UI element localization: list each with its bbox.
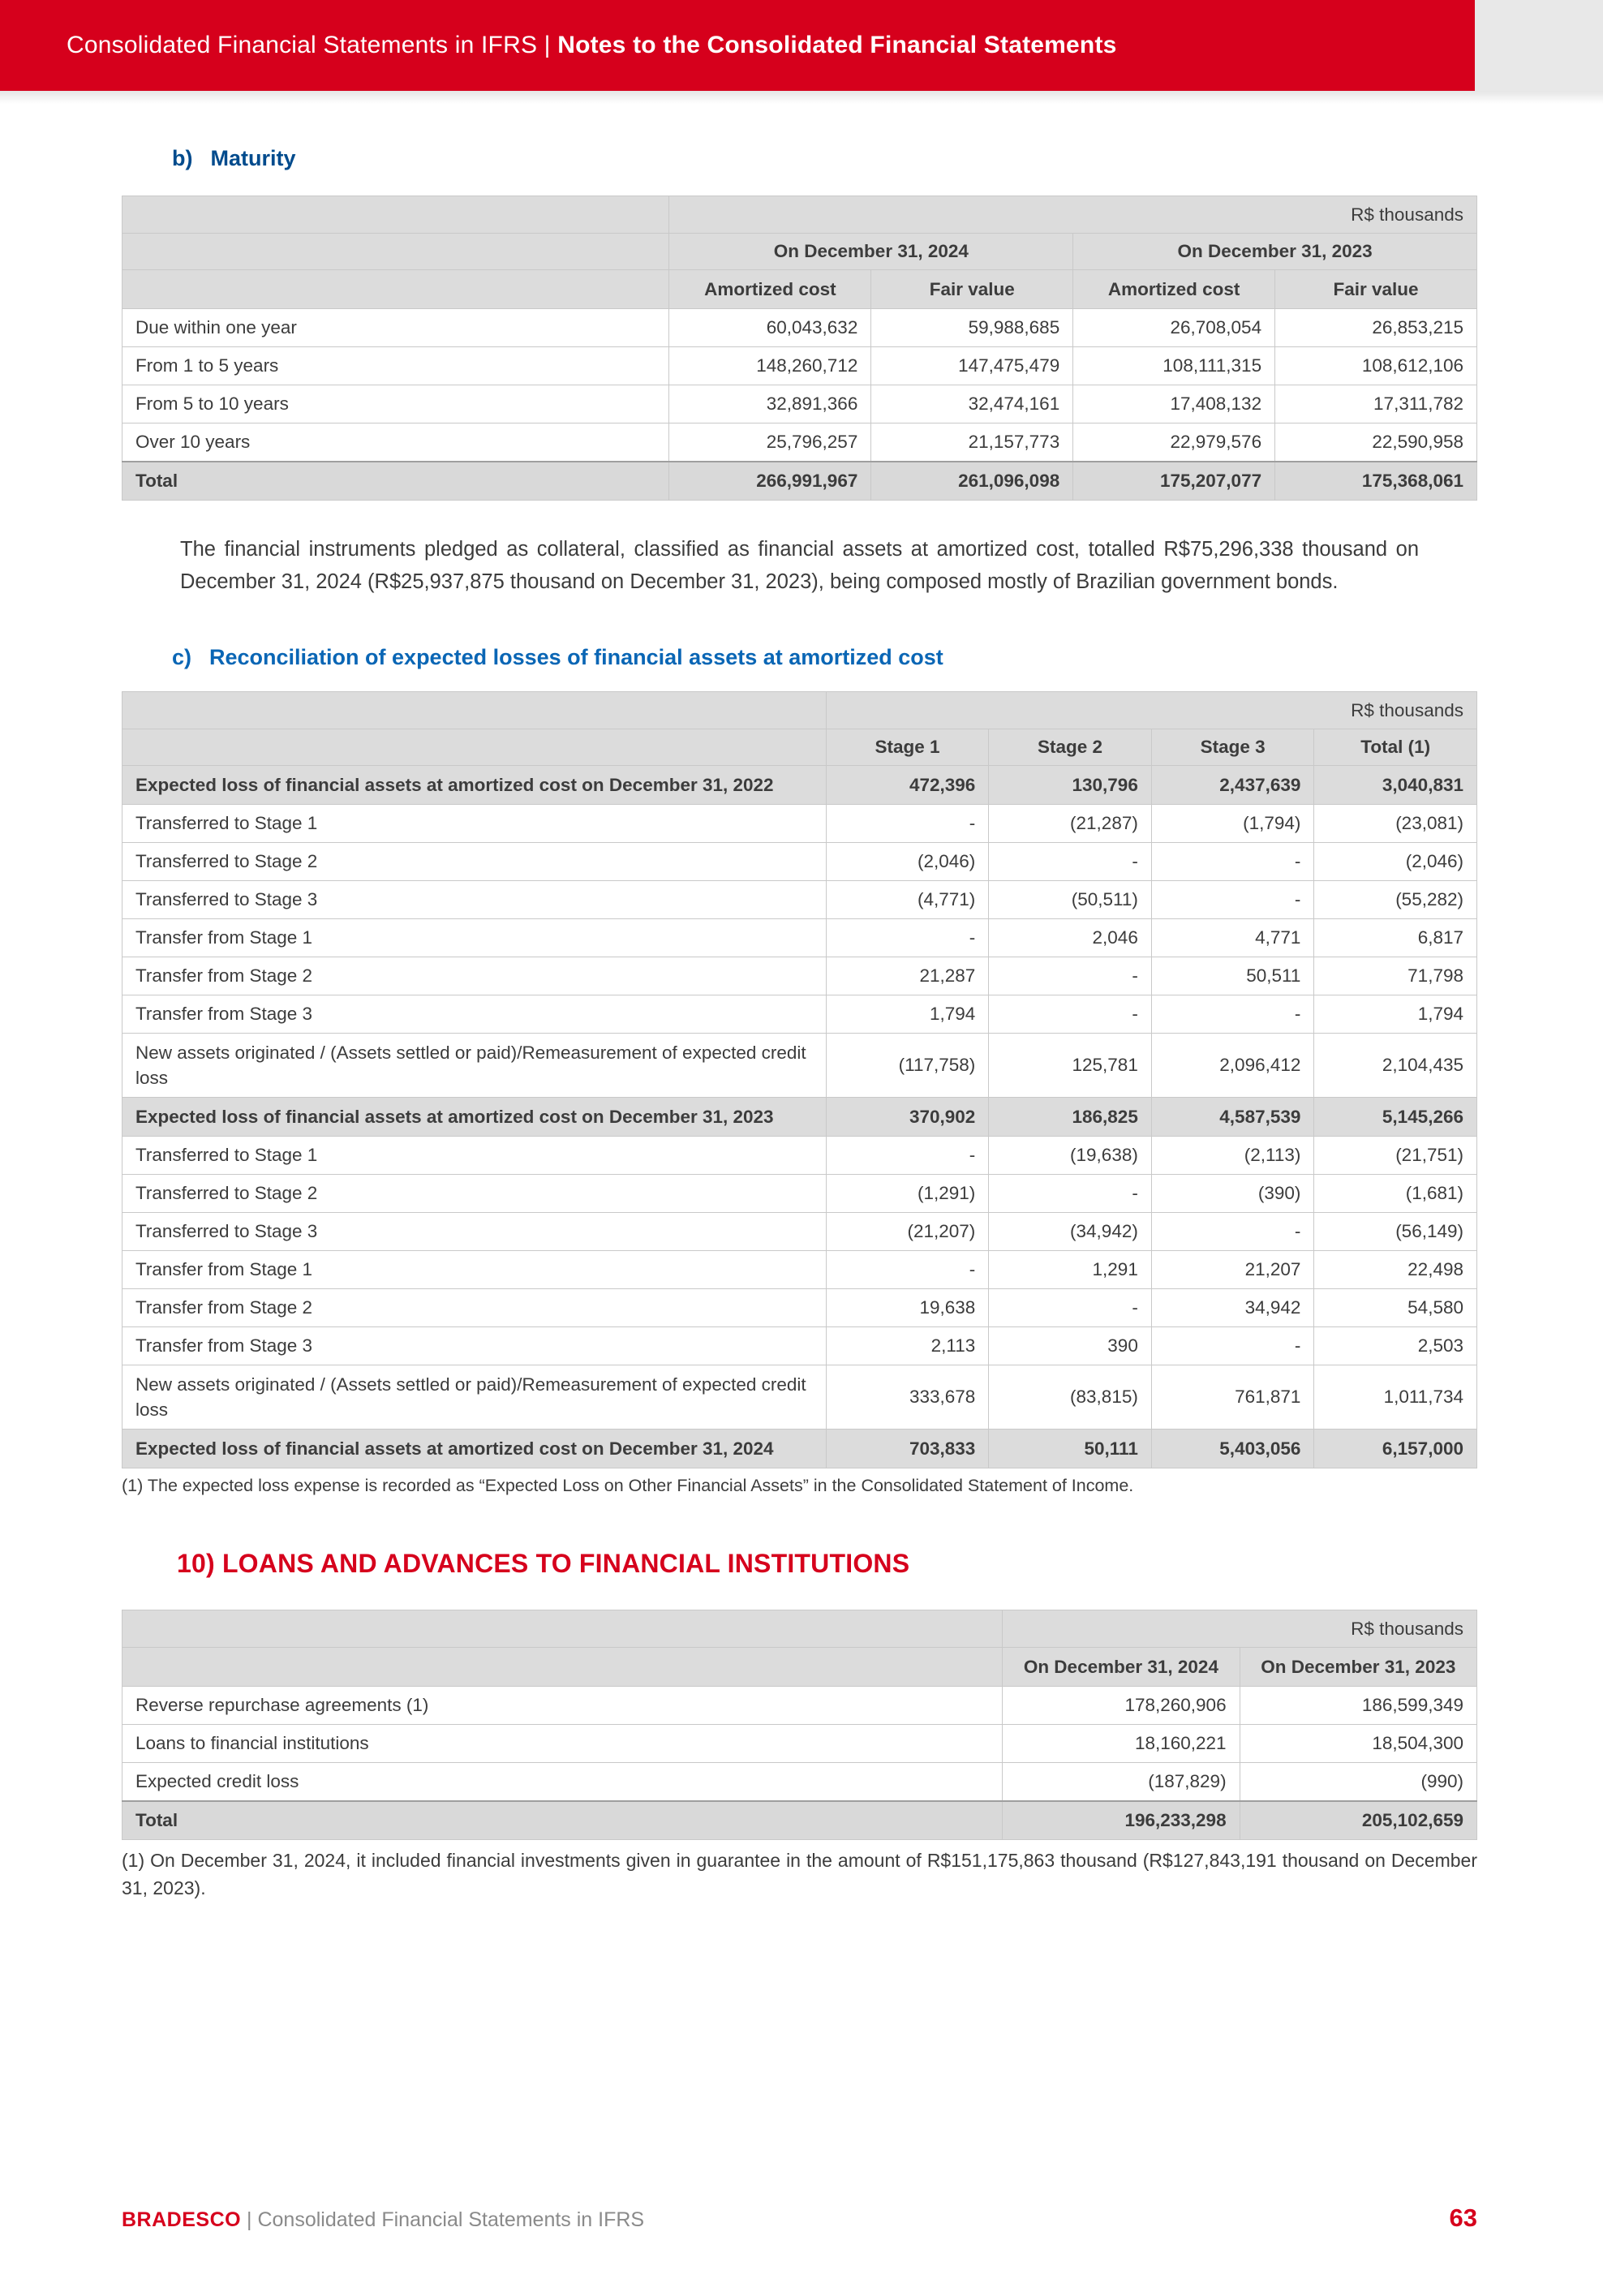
maturity-corner-cell [122, 196, 669, 234]
maturity-row-label-3: Over 10 years [122, 424, 669, 462]
reconciliation-cell-12-0: - [826, 1251, 989, 1289]
reconciliation-cell-12-2: 21,207 [1151, 1251, 1314, 1289]
reconciliation-cell-12-1: 1,291 [989, 1251, 1152, 1289]
table-row [122, 347, 1477, 385]
reconciliation-cell-6-1: - [989, 995, 1152, 1034]
table-row [122, 1137, 1477, 1175]
maturity-cell-3-0: 25,796,257 [669, 424, 871, 462]
table-row [122, 1610, 1477, 1648]
page-number: 63 [1449, 2204, 1477, 2232]
maturity-corner-cell-3 [122, 270, 669, 309]
table-row [122, 234, 1477, 270]
reconciliation-cell-4-3: 6,817 [1314, 919, 1477, 957]
loans-table [122, 1610, 1477, 1840]
loans-cell-1-1: 18,504,300 [1240, 1725, 1476, 1763]
maturity-total-2: 175,207,077 [1073, 462, 1275, 501]
reconciliation-cell-11-2: - [1151, 1213, 1314, 1251]
table-row [122, 995, 1477, 1034]
reconciliation-cell-14-1: 390 [989, 1327, 1152, 1365]
reconciliation-cell-11-0: (21,207) [826, 1213, 989, 1251]
reconciliation-cell-16-3: 6,157,000 [1314, 1430, 1477, 1468]
section-c-title: Reconciliation of expected losses of financial assets at amortized cost [209, 645, 943, 669]
table-row [122, 843, 1477, 881]
maturity-total-0: 266,991,967 [669, 462, 871, 501]
header-title-prefix: Consolidated Financial Statements in IFRS | [67, 32, 558, 58]
footer-label: Consolidated Financial Statements in IFRS [257, 2208, 645, 2231]
table-row [122, 729, 1477, 766]
reconciliation-cell-5-0: 21,287 [826, 957, 989, 995]
table-row [122, 385, 1477, 424]
table-row [122, 1213, 1477, 1251]
loans-corner-cell-2 [122, 1648, 1003, 1687]
reconciliation-cell-5-1: - [989, 957, 1152, 995]
reconciliation-cell-6-2: - [1151, 995, 1314, 1034]
table-row [122, 1327, 1477, 1365]
reconciliation-cell-0-3: 3,040,831 [1314, 766, 1477, 805]
reconciliation-row-label-1: Transferred to Stage 1 [122, 805, 827, 843]
reconciliation-cell-0-0: 472,396 [826, 766, 989, 805]
reconciliation-row-label-6: Transfer from Stage 3 [122, 995, 827, 1034]
reconciliation-cell-15-0: 333,678 [826, 1365, 989, 1430]
reconciliation-cell-15-2: 761,871 [1151, 1365, 1314, 1430]
reconciliation-cell-13-3: 54,580 [1314, 1289, 1477, 1327]
maturity-cell-2-1: 32,474,161 [871, 385, 1073, 424]
maturity-cell-3-3: 22,590,958 [1275, 424, 1477, 462]
page-footer [0, 2204, 1603, 2233]
table-row [122, 1725, 1477, 1763]
loans-cell-1-0: 18,160,221 [1003, 1725, 1240, 1763]
reconciliation-cell-11-3: (56,149) [1314, 1213, 1477, 1251]
reconciliation-cell-15-1: (83,815) [989, 1365, 1152, 1430]
reconciliation-cell-8-0: 370,902 [826, 1098, 989, 1137]
section-b-marker: b) [172, 146, 193, 170]
collateral-paragraph: The financial instruments pledged as collateral, classified as financial assets at amortized cost, totalled R$75,296,338 thousand on December 31, 2024 (R$25,937,875 thousand on December 31, 2023), being composed mostly of Brazilian government bonds. [180, 538, 1419, 593]
maturity-corner-cell-2 [122, 234, 669, 270]
reconciliation-cell-4-0: - [826, 919, 989, 957]
maturity-cell-0-0: 60,043,632 [669, 309, 871, 347]
maturity-cell-0-2: 26,708,054 [1073, 309, 1275, 347]
reconciliation-cell-13-0: 19,638 [826, 1289, 989, 1327]
maturity-subheader-2: Amortized cost [1073, 270, 1275, 309]
table-row [122, 805, 1477, 843]
reconciliation-cell-16-0: 703,833 [826, 1430, 989, 1468]
reconciliation-cell-14-0: 2,113 [826, 1327, 989, 1365]
section-10-heading: 10) LOANS AND ADVANCES TO FINANCIAL INSTITUTIONS [177, 1549, 910, 1578]
reconciliation-cell-6-3: 1,794 [1314, 995, 1477, 1034]
loans-cell-0-1: 186,599,349 [1240, 1687, 1476, 1725]
reconciliation-cell-7-3: 2,104,435 [1314, 1034, 1477, 1098]
reconciliation-cell-3-2: - [1151, 881, 1314, 919]
table-row [122, 1365, 1477, 1430]
maturity-total-3: 175,368,061 [1275, 462, 1477, 501]
reconciliation-cell-3-1: (50,511) [989, 881, 1152, 919]
reconciliation-cell-8-3: 5,145,266 [1314, 1098, 1477, 1137]
table-row [122, 1098, 1477, 1137]
table-row [122, 692, 1477, 729]
reconciliation-row-label-2: Transferred to Stage 2 [122, 843, 827, 881]
reconciliation-cell-15-3: 1,011,734 [1314, 1365, 1477, 1430]
reconciliation-footnote: (1) The expected loss expense is recorded as “Expected Loss on Other Financial Assets” in the Consolidated Statement of Income. [122, 1476, 1134, 1495]
reconciliation-cell-4-2: 4,771 [1151, 919, 1314, 957]
reconciliation-cell-9-0: - [826, 1137, 989, 1175]
header-shadow [0, 91, 1603, 104]
maturity-cell-2-3: 17,311,782 [1275, 385, 1477, 424]
loans-cell-2-1: (990) [1240, 1763, 1476, 1802]
reconciliation-cell-1-1: (21,287) [989, 805, 1152, 843]
loans-row-label-0: Reverse repurchase agreements (1) [122, 1687, 1003, 1725]
table-row [122, 1763, 1477, 1802]
reconciliation-row-label-10: Transferred to Stage 2 [122, 1175, 827, 1213]
reconciliation-cell-8-1: 186,825 [989, 1098, 1152, 1137]
footer-text-group [122, 2208, 644, 2232]
reconciliation-cell-1-2: (1,794) [1151, 805, 1314, 843]
reconciliation-row-label-9: Transferred to Stage 1 [122, 1137, 827, 1175]
maturity-row-label-1: From 1 to 5 years [122, 347, 669, 385]
table-row [122, 270, 1477, 309]
loans-row-label-2: Expected credit loss [122, 1763, 1003, 1802]
loans-total-1: 205,102,659 [1240, 1801, 1476, 1840]
loans-header-2023: On December 31, 2023 [1240, 1648, 1476, 1687]
table-row [122, 1289, 1477, 1327]
section-c-heading [122, 645, 1477, 670]
reconciliation-cell-16-1: 50,111 [989, 1430, 1152, 1468]
reconciliation-table [122, 691, 1477, 1468]
maturity-total-label: Total [122, 462, 669, 501]
footer-separator: | [241, 2208, 258, 2231]
table-row-total [122, 1801, 1477, 1840]
reconciliation-cell-9-1: (19,638) [989, 1137, 1152, 1175]
reconciliation-corner-cell [122, 692, 827, 729]
reconciliation-header-1: Stage 2 [989, 729, 1152, 766]
table-row [122, 881, 1477, 919]
maturity-table-wrapper [122, 196, 1477, 501]
reconciliation-row-label-12: Transfer from Stage 1 [122, 1251, 827, 1289]
reconciliation-cell-1-0: - [826, 805, 989, 843]
table-row [122, 196, 1477, 234]
loans-corner-cell [122, 1610, 1003, 1648]
reconciliation-cell-13-1: - [989, 1289, 1152, 1327]
reconciliation-header-2: Stage 3 [1151, 729, 1314, 766]
reconciliation-header-3: Total (1) [1314, 729, 1477, 766]
reconciliation-cell-9-3: (21,751) [1314, 1137, 1477, 1175]
reconciliation-cell-1-3: (23,081) [1314, 805, 1477, 843]
maturity-cell-2-2: 17,408,132 [1073, 385, 1275, 424]
reconciliation-header-0: Stage 1 [826, 729, 989, 766]
maturity-cell-3-2: 22,979,576 [1073, 424, 1275, 462]
reconciliation-cell-5-3: 71,798 [1314, 957, 1477, 995]
loans-total-0: 196,233,298 [1003, 1801, 1240, 1840]
table-row [122, 957, 1477, 995]
maturity-row-label-0: Due within one year [122, 309, 669, 347]
reconciliation-table-wrapper [122, 691, 1477, 1498]
reconciliation-cell-14-3: 2,503 [1314, 1327, 1477, 1365]
reconciliation-row-label-8: Expected loss of financial assets at amortized cost on December 31, 2023 [122, 1098, 827, 1137]
reconciliation-row-label-4: Transfer from Stage 1 [122, 919, 827, 957]
maturity-unit: R$ thousands [669, 196, 1477, 234]
reconciliation-cell-10-0: (1,291) [826, 1175, 989, 1213]
reconciliation-cell-7-0: (117,758) [826, 1034, 989, 1098]
maturity-subheader-3: Fair value [1275, 270, 1477, 309]
reconciliation-cell-5-2: 50,511 [1151, 957, 1314, 995]
maturity-total-1: 261,096,098 [871, 462, 1073, 501]
reconciliation-cell-14-2: - [1151, 1327, 1314, 1365]
maturity-cell-3-1: 21,157,773 [871, 424, 1073, 462]
reconciliation-cell-7-2: 2,096,412 [1151, 1034, 1314, 1098]
footer-brand: BRADESCO [122, 2208, 242, 2231]
reconciliation-cell-10-3: (1,681) [1314, 1175, 1477, 1213]
table-row [122, 1648, 1477, 1687]
maturity-row-label-2: From 5 to 10 years [122, 385, 669, 424]
section-c-marker: c) [172, 645, 192, 669]
maturity-subheader-0: Amortized cost [669, 270, 871, 309]
loans-unit: R$ thousands [1003, 1610, 1477, 1648]
reconciliation-cell-2-0: (2,046) [826, 843, 989, 881]
reconciliation-unit: R$ thousands [826, 692, 1476, 729]
table-row [122, 1687, 1477, 1725]
table-row [122, 1034, 1477, 1098]
reconciliation-cell-8-2: 4,587,539 [1151, 1098, 1314, 1137]
reconciliation-cell-13-2: 34,942 [1151, 1289, 1314, 1327]
table-row [122, 1430, 1477, 1468]
reconciliation-cell-10-1: - [989, 1175, 1152, 1213]
table-row [122, 1175, 1477, 1213]
table-row [122, 919, 1477, 957]
maturity-cell-1-2: 108,111,315 [1073, 347, 1275, 385]
reconciliation-row-label-15: New assets originated / (Assets settled or paid)/Remeasurement of expected credit loss [122, 1365, 827, 1430]
maturity-cell-0-3: 26,853,215 [1275, 309, 1477, 347]
loans-footnote: (1) On December 31, 2024, it included financial investments given in guarantee in the amount of R$151,175,863 thousand (R$127,843,191 thousand on December 31, 2023). [122, 1850, 1477, 1898]
table-row [122, 766, 1477, 805]
maturity-cell-0-1: 59,988,685 [871, 309, 1073, 347]
maturity-group-header-2023: On December 31, 2023 [1073, 234, 1477, 270]
loans-cell-2-0: (187,829) [1003, 1763, 1240, 1802]
table-row [122, 309, 1477, 347]
maturity-group-header-2024: On December 31, 2024 [669, 234, 1073, 270]
table-row [122, 424, 1477, 462]
reconciliation-cell-0-1: 130,796 [989, 766, 1152, 805]
reconciliation-row-label-16: Expected loss of financial assets at amortized cost on December 31, 2024 [122, 1430, 827, 1468]
header-title-bold: Notes to the Consolidated Financial Statements [557, 32, 1117, 58]
maturity-cell-1-1: 147,475,479 [871, 347, 1073, 385]
reconciliation-cell-4-1: 2,046 [989, 919, 1152, 957]
reconciliation-row-label-0: Expected loss of financial assets at amortized cost on December 31, 2022 [122, 766, 827, 805]
table-row-total [122, 462, 1477, 501]
reconciliation-cell-2-3: (2,046) [1314, 843, 1477, 881]
table-row [122, 1251, 1477, 1289]
reconciliation-cell-11-1: (34,942) [989, 1213, 1152, 1251]
reconciliation-row-label-11: Transferred to Stage 3 [122, 1213, 827, 1251]
reconciliation-cell-2-2: - [1151, 843, 1314, 881]
loans-header-2024: On December 31, 2024 [1003, 1648, 1240, 1687]
maturity-subheader-1: Fair value [871, 270, 1073, 309]
reconciliation-row-label-5: Transfer from Stage 2 [122, 957, 827, 995]
maturity-cell-2-0: 32,891,366 [669, 385, 871, 424]
reconciliation-row-label-13: Transfer from Stage 2 [122, 1289, 827, 1327]
maturity-table [122, 196, 1477, 501]
reconciliation-cell-6-0: 1,794 [826, 995, 989, 1034]
reconciliation-row-label-7: New assets originated / (Assets settled or paid)/Remeasurement of expected credit loss [122, 1034, 827, 1098]
reconciliation-cell-9-2: (2,113) [1151, 1137, 1314, 1175]
reconciliation-cell-2-1: - [989, 843, 1152, 881]
section-b-heading [122, 146, 1477, 171]
reconciliation-row-label-14: Transfer from Stage 3 [122, 1327, 827, 1365]
reconciliation-cell-10-2: (390) [1151, 1175, 1314, 1213]
loans-total-label: Total [122, 1801, 1003, 1840]
reconciliation-cell-12-3: 22,498 [1314, 1251, 1477, 1289]
reconciliation-row-label-3: Transferred to Stage 3 [122, 881, 827, 919]
page-content [0, 146, 1603, 1902]
reconciliation-cell-3-0: (4,771) [826, 881, 989, 919]
maturity-cell-1-3: 108,612,106 [1275, 347, 1477, 385]
reconciliation-cell-0-2: 2,437,639 [1151, 766, 1314, 805]
maturity-cell-1-0: 148,260,712 [669, 347, 871, 385]
loans-cell-0-0: 178,260,906 [1003, 1687, 1240, 1725]
reconciliation-cell-16-2: 5,403,056 [1151, 1430, 1314, 1468]
header-title [0, 32, 1117, 59]
reconciliation-cell-7-1: 125,781 [989, 1034, 1152, 1098]
loans-table-wrapper [122, 1610, 1477, 1902]
loans-row-label-1: Loans to financial institutions [122, 1725, 1003, 1763]
reconciliation-corner-cell-2 [122, 729, 827, 766]
page-header [0, 0, 1603, 91]
section-b-title: Maturity [210, 146, 296, 170]
reconciliation-cell-3-3: (55,282) [1314, 881, 1477, 919]
